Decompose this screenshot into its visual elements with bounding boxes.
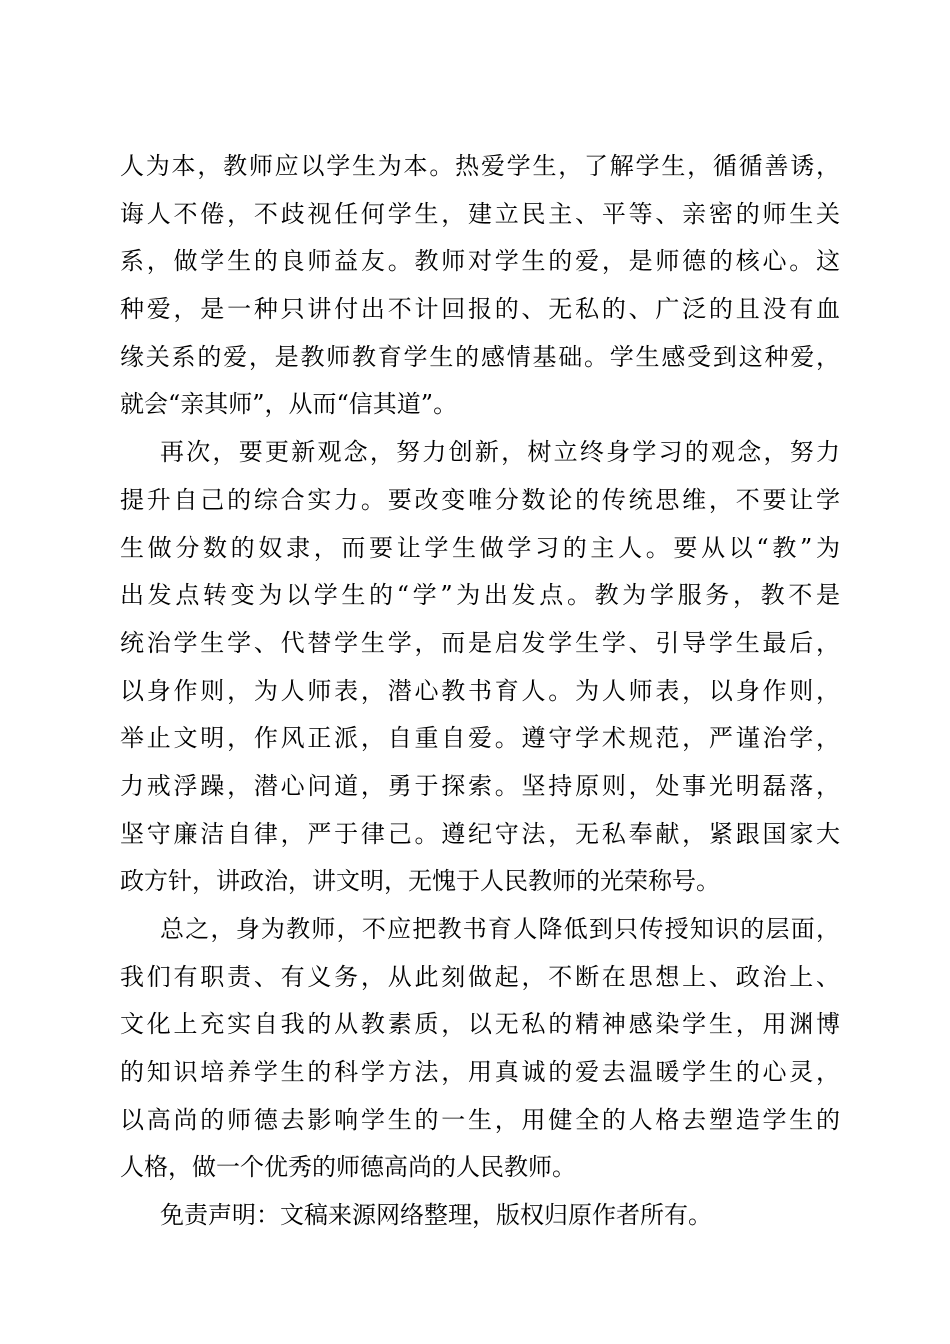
text-line: 提升自己的综合实力。要改变唯分数论的传统思维，不要让学 (120, 485, 840, 514)
text-line: 人为本，教师应以学生为本。热爱学生，了解学生，循循善诱， (120, 152, 840, 180)
text-line: 人格，做一个优秀的师德高尚的人民教师。 (120, 1153, 576, 1182)
text-line: 再次，要更新观念，努力创新，树立终身学习的观念，努力 (160, 438, 840, 467)
text-line: 举止文明，作风正派，自重自爱。遵守学术规范，严谨治学， (120, 724, 840, 753)
text-line: 种爱，是一种只讲付出不计回报的、无私的、广泛的且没有血 (120, 295, 840, 324)
text-line: 坚守廉洁自律，严于律己。遵纪守法，无私奉献，紧跟国家大 (120, 819, 840, 848)
paragraph (120, 906, 840, 1192)
text-line: 免责声明：文稿来源网络整理，版权归原作者所有。 (160, 1201, 712, 1230)
text-line: 生做分数的奴隶，而要让学生做学习的主人。要从以“教”为 (120, 533, 840, 562)
text-line: 以身作则，为人师表，潜心教书育人。为人师表，以身作则， (120, 676, 840, 705)
text-line: 缘关系的爱，是教师教育学生的感情基础。学生感受到这种爱， (120, 342, 840, 371)
text-line: 力戒浮躁，潜心问道，勇于探索。坚持原则，处事光明磊落， (120, 771, 840, 800)
text-line: 出发点转变为以学生的“学”为出发点。教为学服务，教不是 (120, 581, 840, 610)
document-body (120, 143, 840, 1240)
text-line: 诲人不倦，不歧视任何学生，建立民主、平等、亲密的师生关 (120, 199, 840, 228)
text-line: 系，做学生的良师益友。教师对学生的爱，是师德的核心。这 (120, 247, 840, 276)
paragraph (120, 429, 840, 906)
text-line: 就会“亲其师”，从而“信其道”。 (120, 390, 458, 419)
text-line: 我们有职责、有义务，从此刻做起，不断在思想上、政治上、 (120, 962, 840, 991)
text-line: 政方针，讲政治，讲文明，无愧于人民教师的光荣称号。 (120, 867, 720, 896)
text-line: 文化上充实自我的从教素质，以无私的精神感染学生，用渊博 (120, 1010, 840, 1039)
text-line: 统治学生学、代替学生学，而是启发学生学、引导学生最后， (120, 628, 840, 657)
paragraph (120, 143, 840, 429)
text-line: 总之，身为教师，不应把教书育人降低到只传授知识的层面， (160, 915, 840, 943)
text-line: 以高尚的师德去影响学生的一生，用健全的人格去塑造学生的 (120, 1105, 840, 1134)
text-line: 的知识培养学生的科学方法，用真诚的爱去温暖学生的心灵， (120, 1058, 840, 1087)
disclaimer (120, 1192, 840, 1240)
